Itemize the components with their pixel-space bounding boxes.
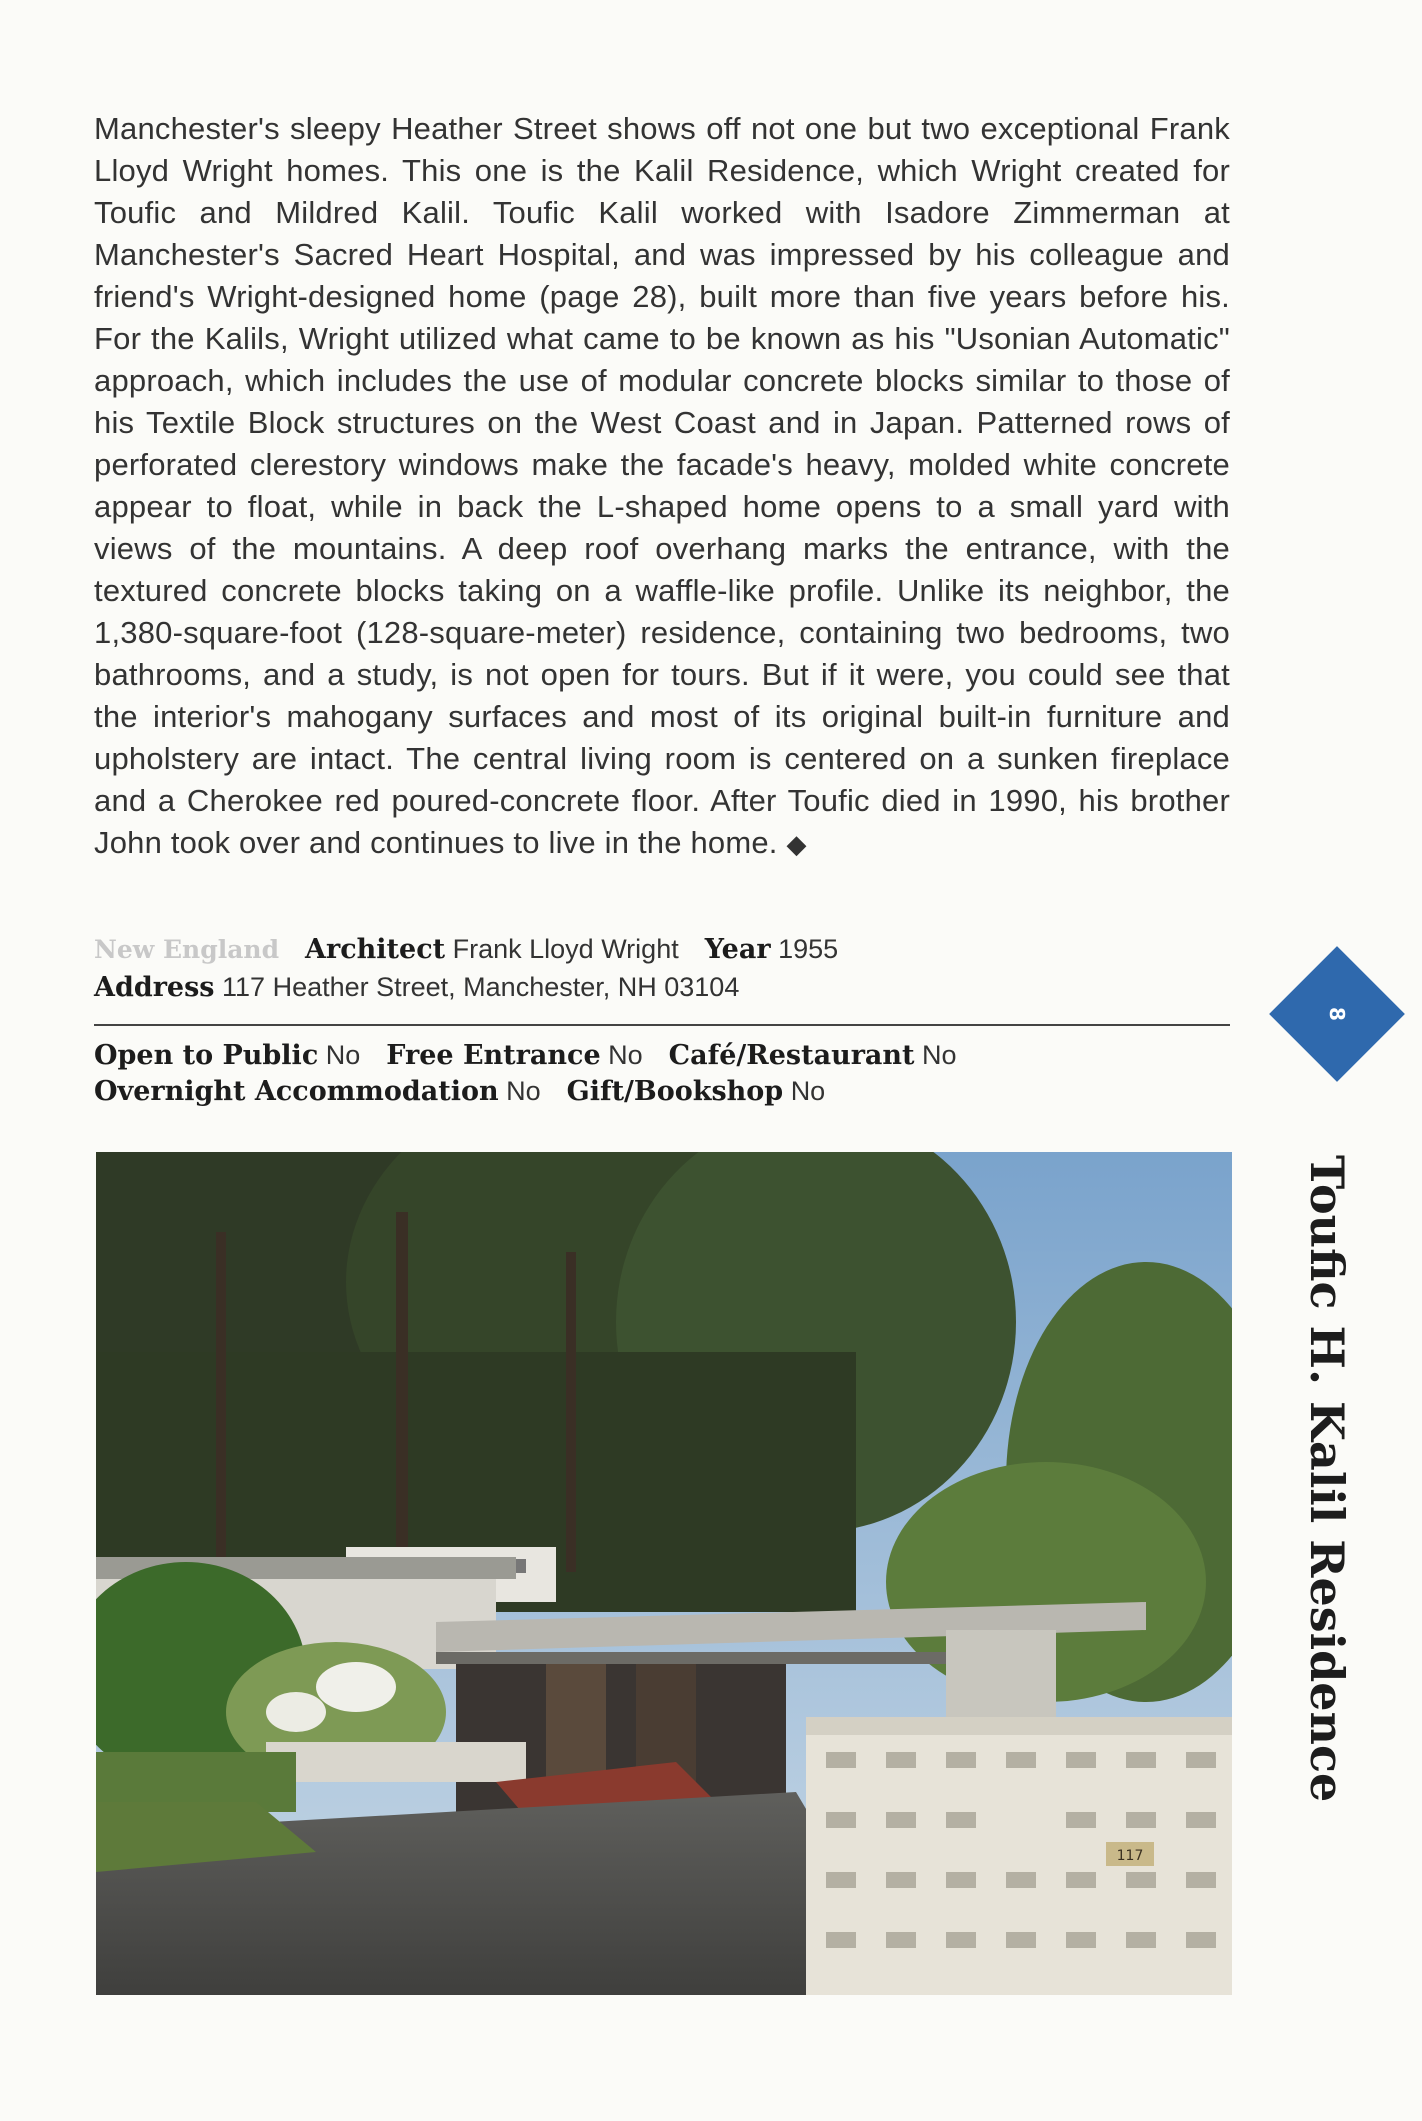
gift-bookshop-value: No [790,1076,826,1106]
architect-value: Frank Lloyd Wright [452,934,679,964]
page-badge-number: 8 [1325,1007,1349,1021]
end-diamond-icon: ◆ [786,829,807,859]
free-entrance-value: No [608,1040,643,1070]
house-number-plaque: 117 [1116,1848,1144,1864]
free-entrance-label: Free Entrance [386,1040,601,1071]
year-label: Year [704,934,771,965]
address-value: 117 Heather Street, Manchester, NH 03104 [222,972,740,1002]
region-label: New England [94,935,280,964]
cafe-restaurant-value: No [922,1040,957,1070]
side-title: Toufic H. Kalil Residence [1300,1155,1354,1803]
open-to-public-label: Open to Public [94,1040,319,1071]
overnight-label: Overnight Accommodation [94,1076,499,1107]
house-photo-illustration [96,1152,1232,1995]
house-photo [96,1152,1232,1995]
meta-line-address [94,972,739,1003]
meta-line-architect [94,934,838,965]
overnight-value: No [506,1076,541,1106]
gift-bookshop-label: Gift/Bookshop [566,1076,784,1107]
year-value: 1955 [778,934,839,964]
facilities-line-2 [94,1076,825,1107]
facilities-line-1 [94,1040,957,1071]
open-to-public-value: No [325,1040,361,1070]
address-label: Address [94,972,215,1003]
article-body-text: Manchester's sleepy Heather Street shows off not one but two exceptional Frank Lloyd Wright homes. This one is the Kalil Residence, which Wright created for Toufic and Mildred Kalil. Toufic Kalil worked with Isadore Zimmerman at Manchester's Sacred Heart Hospital, and was impressed by his colleague and friend's Wright-designed home (page 28), built more than five years before his. For the Kalils, Wright utilized what came to be known as his "Usonian Automatic" approach, which includes the use of modular concrete blocks similar to those of his Textile Block structures on the West Coast and in Japan. Patterned rows of perforated clerestory windows make the facade's heavy, molded white concrete appear to float, while in back the L-shaped home opens to a small yard with views of the mountains. A deep roof overhang marks the entrance, with the textured concrete blocks taking on a waffle-like profile. Unlike its neighbor, the 1,380-square-foot (128-square-meter) residence, containing two bedrooms, two bathrooms, and a study, is not open for tours. But if it were, you could see that the interior's mahogany surfaces and most of its original built-in furniture and upholstery are intact. The central living room is centered on a sunken fireplace and a Cherokee red poured-concrete floor. After Toufic died in 1990, his brother John took over and continues to live in the home. [94,111,1230,860]
cafe-restaurant-label: Café/Restaurant [668,1040,915,1071]
divider-rule [94,1024,1230,1026]
article-body [94,108,1230,865]
architect-label: Architect [305,934,446,965]
